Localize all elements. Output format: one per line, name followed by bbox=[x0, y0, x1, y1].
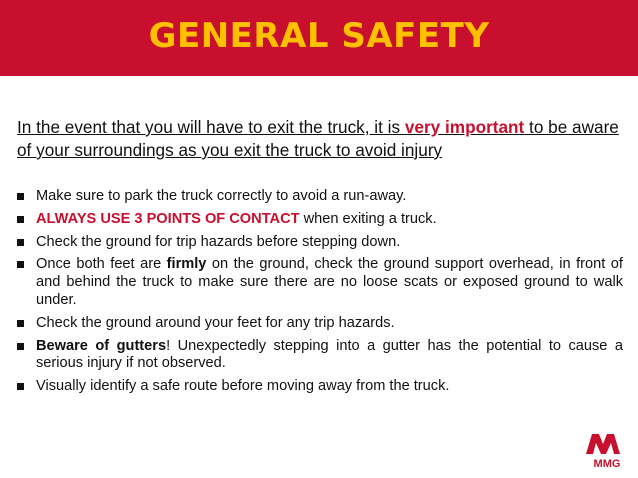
page-title: GENERAL SAFETY bbox=[148, 16, 490, 56]
intro-text-pre: In the event that you will have to exit the truck, it is bbox=[17, 117, 405, 137]
list-item bbox=[17, 211, 623, 229]
bullet-text: Check the ground for trip hazards before stepping down. bbox=[36, 233, 401, 250]
safety-bullet-list bbox=[17, 188, 623, 401]
mmg-logo-svg bbox=[584, 430, 630, 470]
list-item bbox=[17, 315, 623, 333]
bullet-bold: Beware of gutters bbox=[36, 337, 167, 354]
square-bullet-icon bbox=[17, 320, 24, 327]
bullet-text-post: on the ground, check the ground support overhead, in front of and behind the truck to make sure there are no loose scats or exposed ground to walk under. bbox=[36, 256, 623, 308]
intro-highlight: very important bbox=[404, 117, 525, 137]
bullet-bold: firmly bbox=[166, 256, 207, 273]
list-item bbox=[17, 188, 623, 206]
bullet-text-pre: Once both feet are bbox=[36, 256, 167, 273]
intro-text-post: to be aware of your surroundings as you exit the truck to avoid injury bbox=[17, 117, 619, 160]
list-item bbox=[17, 338, 623, 374]
square-bullet-icon bbox=[17, 216, 24, 223]
bullet-text-post: ! Unexpectedly stepping into a gutter has the potential to cause a serious injury if not observed. bbox=[36, 337, 623, 372]
bullet-emphasis: ALWAYS USE 3 POINTS OF CONTACT bbox=[36, 210, 300, 227]
bullet-text: Check the ground around your feet for any trip hazards. bbox=[36, 314, 395, 331]
bullet-text: Visually identify a safe route before moving away from the truck. bbox=[36, 378, 450, 395]
bullet-text: when exiting a truck. bbox=[299, 210, 437, 227]
square-bullet-icon bbox=[17, 239, 24, 246]
list-item bbox=[17, 378, 623, 396]
title-banner bbox=[0, 0, 638, 76]
list-item bbox=[17, 234, 623, 252]
square-bullet-icon bbox=[17, 343, 24, 350]
mmg-logo-text: MMG bbox=[593, 458, 621, 470]
square-bullet-icon bbox=[17, 261, 24, 268]
mmg-logo-icon bbox=[584, 430, 630, 470]
square-bullet-icon bbox=[17, 193, 24, 200]
square-bullet-icon bbox=[17, 383, 24, 390]
list-item bbox=[17, 256, 623, 309]
bullet-text: Make sure to park the truck correctly to avoid a run-away. bbox=[36, 188, 407, 204]
intro-paragraph bbox=[17, 116, 623, 162]
